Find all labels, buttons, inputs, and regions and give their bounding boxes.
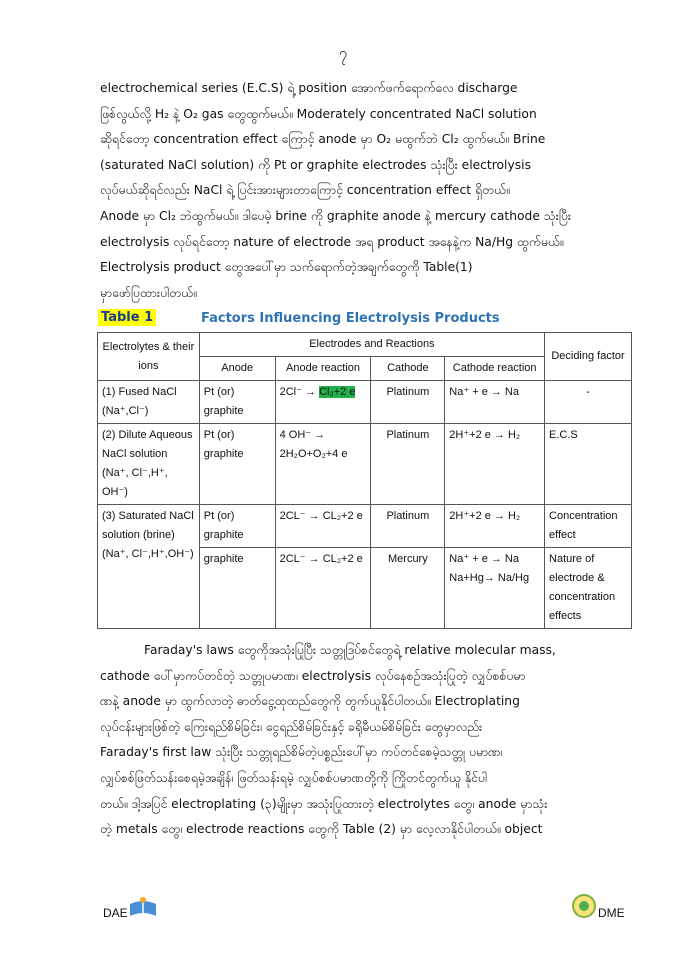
cell-anode-reaction: 2CL⁻ → CL₂+2 e — [275, 505, 371, 548]
cell-deciding-factor: Concentration effect — [545, 505, 632, 548]
cell-anode: Pt (or) graphite — [199, 424, 275, 505]
header-electrolytes: Electrolytes & their ions — [98, 333, 200, 381]
text-line: လျှပ်စစ်ဖြတ်သန်းစေရမဲ့အချိန်၊ ဖြတ်သန်းရမဲ့ လျှပ်စစ်ပမာဏတို့ကို ကြိုတင်တွက်ယူ နိုင်ပါ — [100, 770, 487, 785]
cell-cathode-reaction: Na⁺ + e → Na Na+Hg→ Na/Hg — [445, 548, 545, 629]
cell-anode: Pt (or) graphite — [199, 381, 275, 424]
table-title: Factors Influencing Electrolysis Products — [201, 311, 500, 326]
header-anode: Anode — [199, 357, 275, 381]
table-row — [98, 424, 632, 505]
cell-cathode: Mercury — [371, 548, 445, 629]
text-line: တယ်။ ဒါ့အပြင် electroplating (၃)မျိုးမှာ အသုံးပြုထားတဲ့ electrolytes တွေ၊ anode မှာသုံး — [100, 796, 548, 811]
cell-electrolyte: (2) Dilute Aqueous NaCl solution (Na⁺, Cl⁻,H⁺, OH⁻) — [98, 424, 200, 505]
text-line: electrochemical series (E.C.S) ရဲ့ position အောက်ဖက်ရောက်လေ discharge — [100, 81, 518, 95]
header-anode-reaction: Anode reaction — [275, 357, 371, 381]
table-row — [98, 381, 632, 424]
cell-deciding-factor: - — [545, 381, 632, 424]
header-cathode: Cathode — [371, 357, 445, 381]
table-label: Table 1 — [98, 309, 156, 326]
cell-cathode: Platinum — [371, 424, 445, 505]
page-number: ၇ — [338, 44, 348, 62]
text-line: (saturated NaCl solution) ကို Pt or graphite electrodes သုံးပြီး electrolysis — [100, 157, 531, 172]
highlighted-product: Cl₂+2 e — [319, 386, 356, 398]
paragraph-intro — [100, 76, 628, 306]
cell-anode-reaction: 4 OH⁻ → 2H₂O+O₂+4 e — [275, 424, 371, 505]
header-cathode-reaction: Cathode reaction — [445, 357, 545, 381]
text-line: ဆိုရင်တော့ concentration effect ကြောင့် anode မှာ O₂ မထွက်ဘဲ Cl₂ ထွက်မယ်။ Brine — [100, 132, 546, 147]
header-deciding-factor: Deciding factor — [545, 333, 632, 381]
text-line: Faraday's laws တွေကိုအသုံးပြုပြီး သတ္တုဒြပ်စင်တွေရဲ့ relative molecular mass, — [144, 643, 556, 657]
footer-dae-label: DAE — [103, 906, 128, 920]
text-line: Faraday's first law သုံးပြီး သတ္တုရည်စိမ်တဲ့ပစ္စည်းပေါ်မှာ ကပ်တင်စေမဲ့သတ္တု ပမာဏ၊ — [100, 745, 503, 760]
cell-anode: Pt (or) graphite — [199, 505, 275, 548]
text-line: cathode ပေါ်မှာကပ်တင်တဲ့ သတ္တုပမာဏ၊ electrolysis လုပ်နေစဉ်အသုံးပြုတဲ့ လျှပ်စစ်ပမာ — [100, 668, 526, 683]
text-line: ဖြစ်လွယ်လို့ H₂ နဲ့ O₂ gas တွေထွက်မယ်။ Moderately concentrated NaCl solution — [100, 106, 537, 121]
paragraph-faraday — [100, 638, 628, 843]
text-line: ဏနဲ့ anode မှာ ထွက်လာတဲ့ ဓာတ်ငွေ့ထုထည်တွေကို တွက်ယူနိုင်ပါတယ်။ Electroplating — [100, 694, 520, 709]
cell-electrolyte: (1) Fused NaCl (Na⁺,Cl⁻) — [98, 381, 200, 424]
text-line: Electrolysis product တွေအပေါ်မှာ သက်ရောက်တဲ့အချက်တွေကို Table(1) — [100, 260, 473, 275]
dae-book-logo-icon — [128, 896, 158, 918]
table-heading — [98, 310, 500, 326]
cell-cathode: Platinum — [371, 505, 445, 548]
header-electrodes-reactions: Electrodes and Reactions — [199, 333, 544, 357]
cell-deciding-factor: E.C.S — [545, 424, 632, 505]
table-header-row — [98, 333, 632, 357]
cell-cathode: Platinum — [371, 381, 445, 424]
cell-cathode-reaction: 2H⁺+2 e → H₂ — [445, 424, 545, 505]
footer-dme-label: DME — [598, 906, 625, 920]
dme-emblem-logo-icon — [570, 893, 598, 919]
cell-cathode-reaction: 2H⁺+2 e → H₂ — [445, 505, 545, 548]
cell-deciding-factor: Nature of electrode & concentration effects — [545, 548, 632, 629]
table-row — [98, 505, 632, 548]
cell-anode: graphite — [199, 548, 275, 629]
text-line: Anode မှာ Cl₂ ဘဲထွက်မယ်။ ဒါပေမဲ့ brine ကို graphite anode နဲ့ mercury cathode သုံးပြီး — [100, 208, 572, 223]
text-line: လုပ်မယ်ဆိုရင်လည်း NaCl ရဲ့ ပြင်းအားများတာကြောင့် concentration effect ရှိတယ်။ — [100, 183, 510, 198]
text-line: လုပ်ငန်းများဖြစ်တဲ့ ကြေးရည်စိမ်ခြင်း၊ ငွေရည်စိမ်ခြင်းနှင့် ခရိုမီယမ်စိမ်ခြင်း တွေမှာလည်း — [100, 719, 483, 734]
cell-cathode-reaction: Na⁺ + e → Na — [445, 381, 545, 424]
factors-table — [97, 332, 632, 629]
reaction-left: 2Cl⁻ → — [279, 386, 320, 398]
cell-anode-reaction — [275, 381, 371, 424]
text-line: တဲ့ metals တွေ၊ electrode reactions တွေကို Table (2) မှာ လေ့လာနိုင်ပါတယ်။ object — [100, 822, 543, 837]
cell-electrolyte: (3) Saturated NaCl solution (brine) (Na⁺, Cl⁻,H⁺,OH⁻) — [98, 505, 200, 629]
cell-anode-reaction: 2CL⁻ → CL₂+2 e — [275, 548, 371, 629]
text-line: electrolysis လုပ်ရင်တော့ nature of electrode အရ product အနေနဲ့က Na/Hg ထွက်မယ်။ — [100, 234, 564, 249]
text-line: မှာဖော်ပြထားပါတယ်။ — [100, 285, 197, 300]
